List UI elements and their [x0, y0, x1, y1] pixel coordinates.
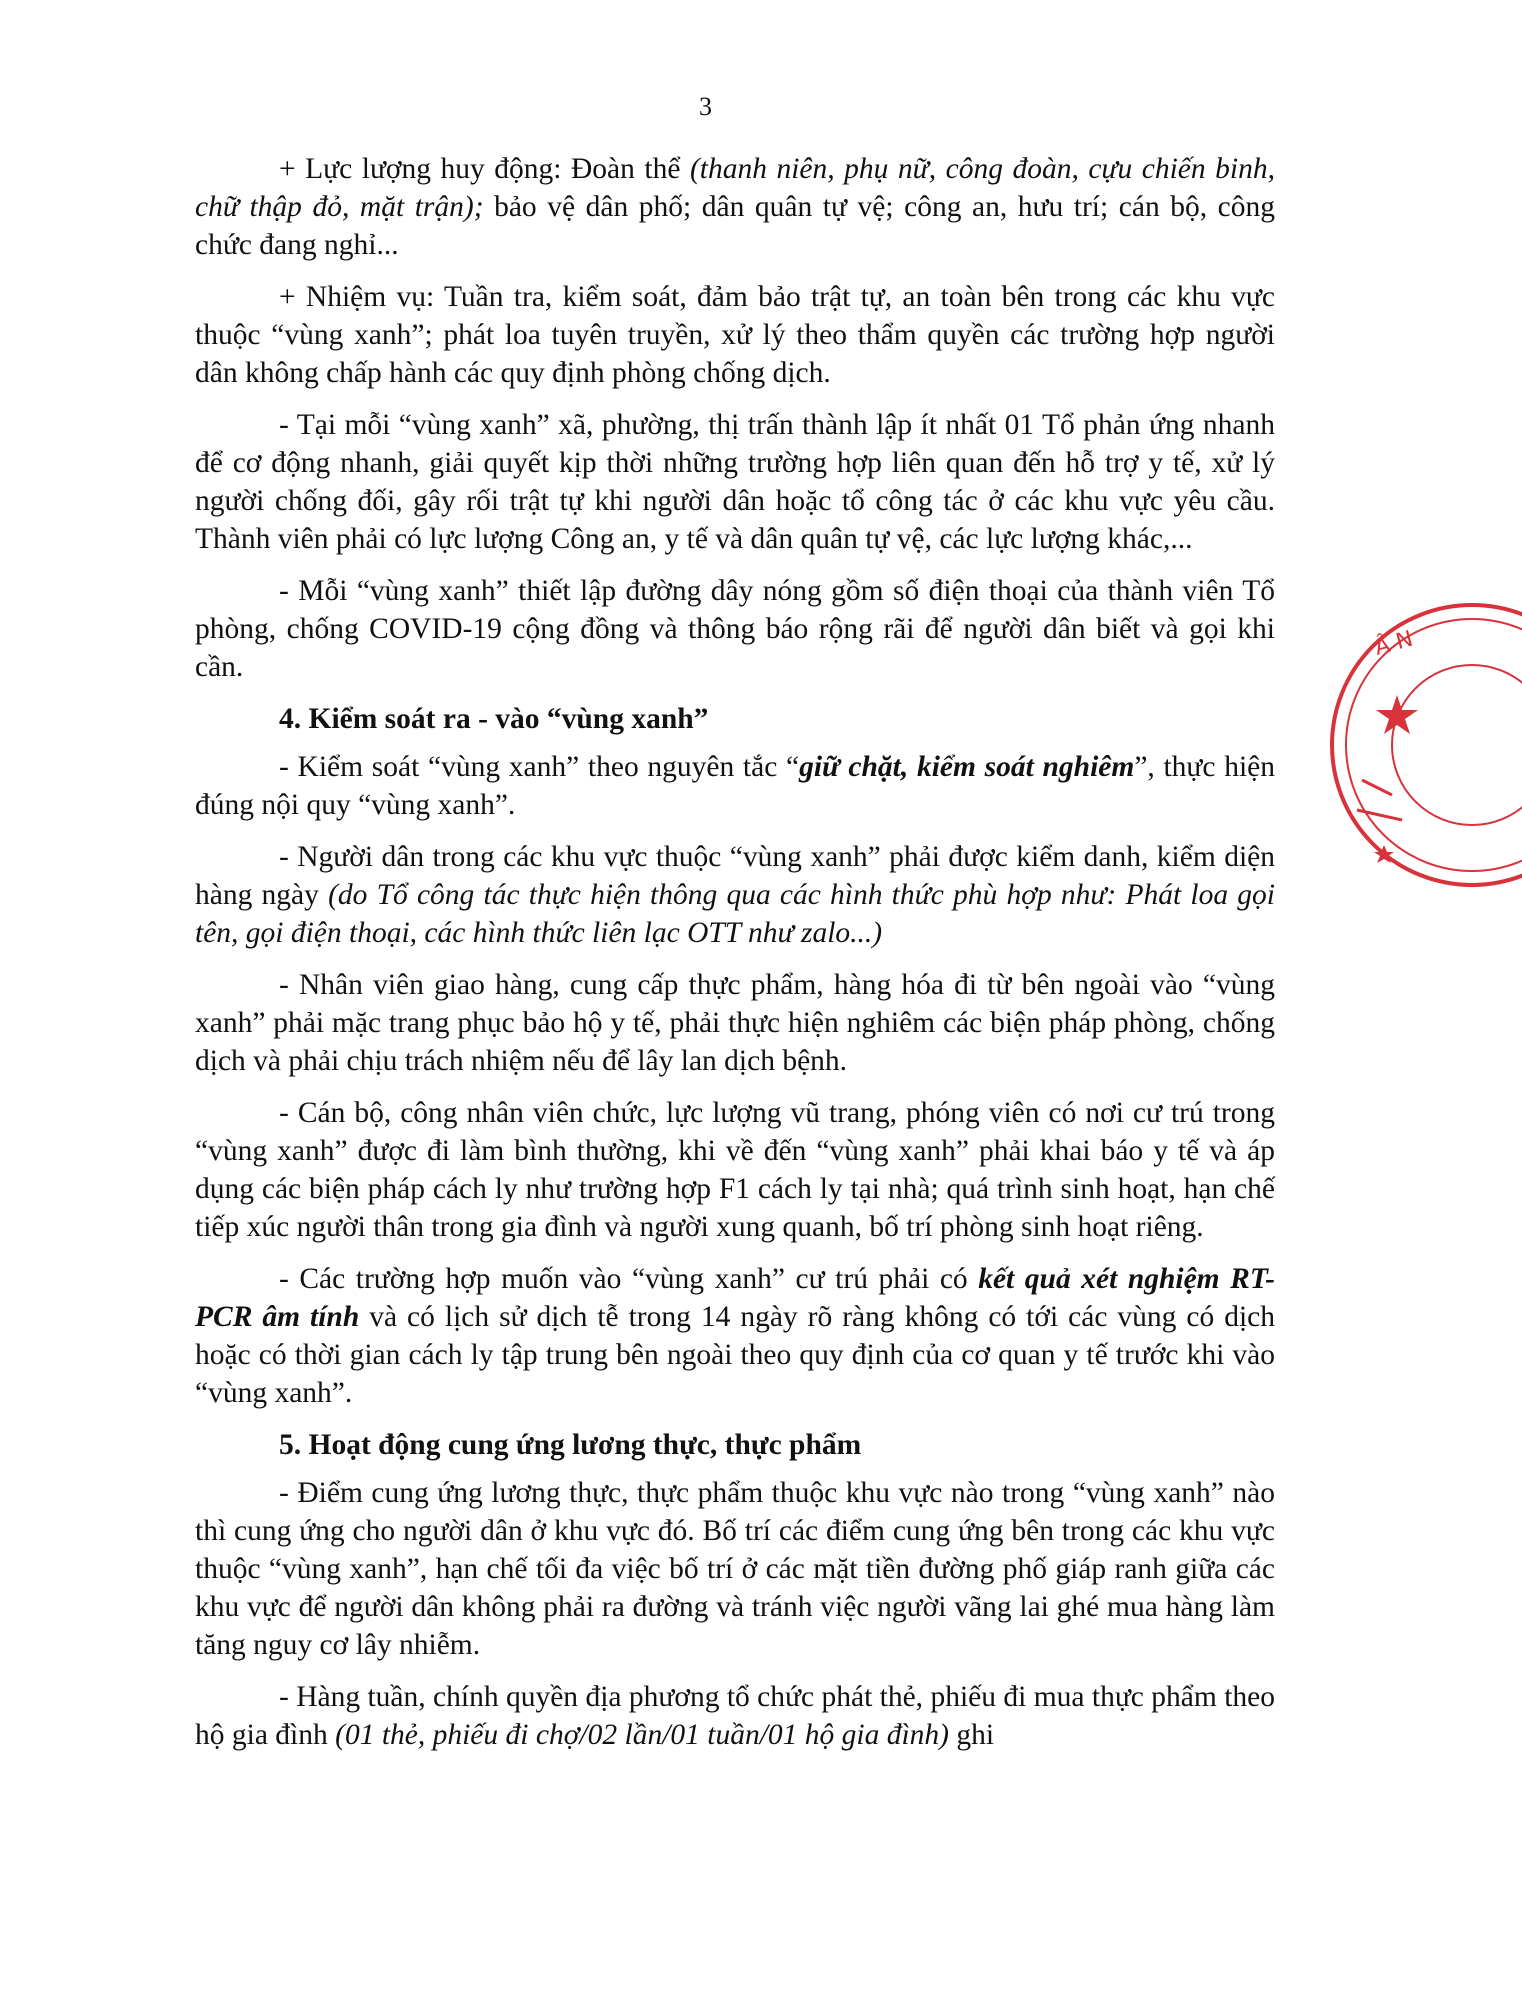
text-segment: bảo vệ dân phố; dân quân tự vệ; công an, hưu trí; cán bộ, công chức đang nghỉ...: [195, 191, 1276, 261]
text-segment: - Hàng tuần, chính quyền địa phương tổ chức phát thẻ, phiếu đi mua thực phẩm theo hộ gia đình: [195, 1681, 1275, 1751]
paragraph: [195, 838, 1275, 952]
paragraph: [195, 406, 1275, 558]
text-segment: (do Tổ công tác thực hiện thông qua các hình thức phù hợp như: Phát loa gọi tên, gọi điện thoại, các hình thức liên lạc OTT như zalo...): [195, 879, 1276, 949]
text-segment: - Tại mỗi “vùng xanh” xã, phường, thị trấn thành lập ít nhất 01 Tổ phản ứng nhanh để cơ động nhanh, giải quyết kịp thời những trường hợp liên quan đến hỗ trợ y tế, xử lý người chống đối, gây rối trật tự khi người dân hoặc tổ công tác ở các khu vực yêu cầu. Thành viên phải có lực lượng Công an, y tế và dân quân tự vệ, các lực lượng khác,...: [195, 409, 1275, 555]
text-segment: và có lịch sử dịch tễ trong 14 ngày rõ ràng không có tới các vùng có dịch hoặc có thời gian cách ly tập trung bên ngoài theo quy định của cơ quan y tế trước khi vào “vùng xanh”.: [195, 1301, 1276, 1409]
text-segment: - Kiểm soát “vùng xanh” theo nguyên tắc “: [279, 751, 800, 783]
text-segment: 5. Hoạt động cung ứng lương thực, thực phẩm: [279, 1429, 862, 1461]
text-segment: ”, thực hiện đúng nội quy “vùng xanh”.: [195, 751, 1275, 821]
page-number: 3: [699, 92, 712, 121]
text-segment: + Nhiệm vụ: Tuần tra, kiểm soát, đảm bảo trật tự, an toàn bên trong các khu vực thuộc “vùng xanh”; phát loa tuyên truyền, xử lý theo thẩm quyền các trường hợp người dân không chấp hành các quy định phòng chống dịch.: [195, 281, 1275, 389]
paragraph: [195, 966, 1275, 1080]
paragraph: [195, 1678, 1275, 1754]
text-segment: ghi: [949, 1719, 995, 1751]
text-segment: + Lực lượng huy động: Đoàn thể: [279, 153, 690, 185]
text-segment: giữ chặt, kiểm soát nghiêm: [799, 751, 1135, 783]
text-segment: - Các trường hợp muốn vào “vùng xanh” cư trú phải có: [279, 1263, 979, 1295]
svg-text:Â N: Â N: [1372, 626, 1416, 661]
paragraph: [195, 748, 1275, 824]
text-segment: (thanh niên, phụ nữ, công đoàn, cựu chiến binh, chữ thập đỏ, mặt trận);: [195, 153, 1275, 223]
paragraph: [195, 1260, 1275, 1412]
text-segment: - Điểm cung ứng lương thực, thực phẩm thuộc khu vực nào trong “vùng xanh” nào thì cung ứng cho người dân ở khu vực đó. Bố trí các điểm cung ứng bên trong các khu vực thuộc “vùng xanh”, hạn chế tối đa việc bố trí ở các mặt tiền đường phố giáp ranh giữa các khu vực để người dân không phải ra đường và tránh việc người vãng lai ghé mua hàng làm tăng nguy cơ lây nhiễm.: [195, 1477, 1275, 1661]
official-seal-icon: [1322, 600, 1522, 890]
paragraph: [195, 278, 1275, 392]
document-body: [195, 150, 1275, 1768]
paragraph: [195, 1094, 1275, 1246]
section-heading: [195, 1426, 1275, 1464]
text-segment: (01 thẻ, phiếu đi chợ/02 lần/01 tuần/01 hộ gia đình): [335, 1719, 950, 1751]
text-segment: 4. Kiểm soát ra - vào “vùng xanh”: [279, 703, 709, 735]
section-heading: [195, 700, 1275, 738]
paragraph: [195, 150, 1275, 264]
text-segment: - Mỗi “vùng xanh” thiết lập đường dây nóng gồm số điện thoại của thành viên Tổ phòng, chống COVID-19 cộng đồng và thông báo rộng rãi để người dân biết và gọi khi cần.: [195, 575, 1275, 683]
text-segment: kết quả xét nghiệm RT-PCR âm tính: [195, 1263, 1275, 1333]
text-segment: - Người dân trong các khu vực thuộc “vùng xanh” phải được kiểm danh, kiểm diện hàng ngày: [195, 841, 1275, 911]
paragraph: [195, 572, 1275, 686]
text-segment: - Cán bộ, công nhân viên chức, lực lượng vũ trang, phóng viên có nơi cư trú trong “vùng xanh” được đi làm bình thường, khi về đến “vùng xanh” phải khai báo y tế và áp dụng các biện pháp cách ly như trường hợp F1 cách ly tại nhà; quá trình sinh hoạt, hạn chế tiếp xúc người thân trong gia đình và người xung quanh, bố trí phòng sinh hoạt riêng.: [195, 1097, 1275, 1243]
paragraph: [195, 1474, 1275, 1664]
text-segment: - Nhân viên giao hàng, cung cấp thực phẩm, hàng hóa đi từ bên ngoài vào “vùng xanh” phải mặc trang phục bảo hộ y tế, phải thực hiện nghiêm các biện pháp phòng, chống dịch và phải chịu trách nhiệm nếu để lây lan dịch bệnh.: [195, 969, 1275, 1077]
